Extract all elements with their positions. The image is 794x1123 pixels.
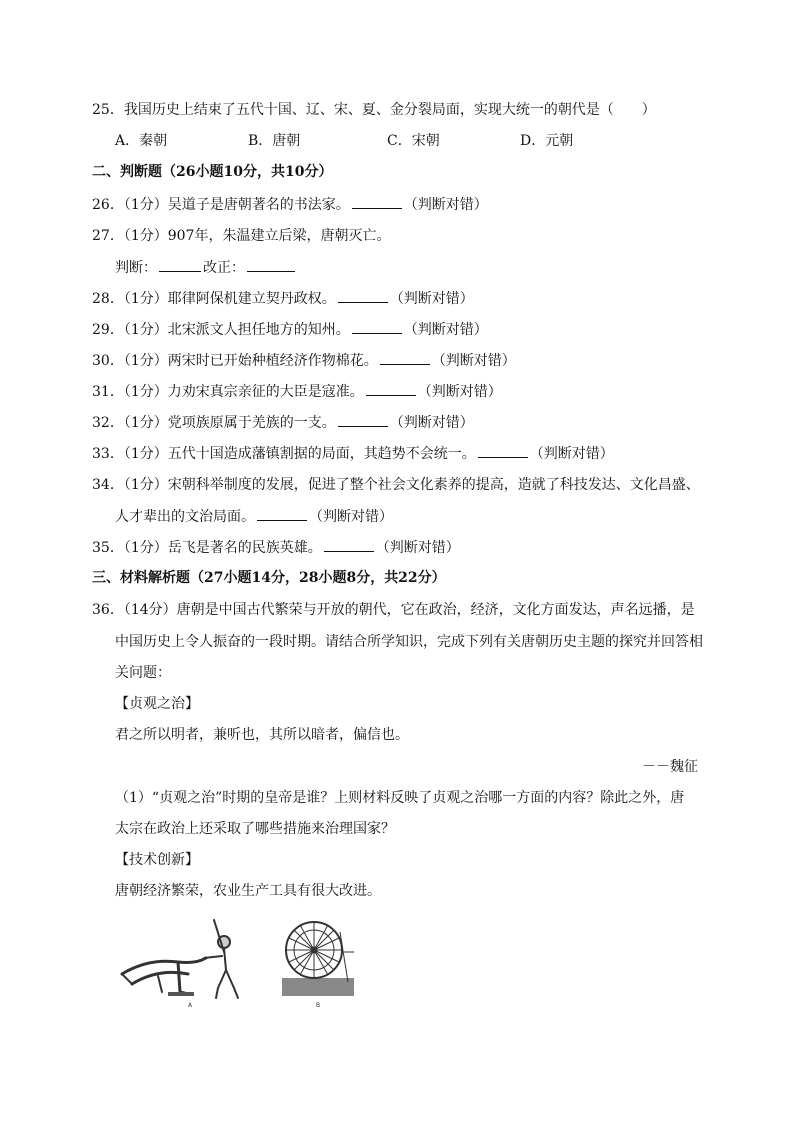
q28 <box>92 288 474 309</box>
answer-blank <box>380 350 430 365</box>
q27-judge-label: 判断： <box>115 260 157 276</box>
judge-suffix: （判断对错） <box>389 415 474 431</box>
q33 <box>92 443 614 464</box>
q26-stem: 26．（1分）吴道子是唐朝著名的书法家。 <box>92 197 350 213</box>
answer-blank <box>352 194 402 209</box>
answer-blank <box>352 319 402 334</box>
quote-source: －－魏征 <box>642 759 698 775</box>
q29 <box>92 319 488 340</box>
q25-option-a: A．秦朝 <box>115 133 168 149</box>
q25-option-c: C．宋朝 <box>387 133 440 149</box>
q27-correct-label: 改正： <box>203 260 245 276</box>
answer-blank <box>338 412 388 427</box>
judge-suffix: （判断对错） <box>389 291 474 307</box>
q25-option-b: B．唐朝 <box>248 133 301 149</box>
waterwheel-illustration-icon <box>282 912 354 1012</box>
answer-blank <box>366 381 416 396</box>
judge-suffix: （判断对错） <box>417 384 502 400</box>
answer-blank <box>338 288 388 303</box>
answer-blank <box>159 257 201 272</box>
figure-a-plough <box>118 912 253 1012</box>
plough-illustration-icon <box>118 912 253 1012</box>
q31-stem: 31．（1分）力劝宋真宗亲征的大臣是寇准。 <box>92 384 364 400</box>
q33-stem: 33．（1分）五代十国造成藩镇割据的局面，其趋势不会统一。 <box>92 446 476 462</box>
judge-suffix: （判断对错） <box>403 322 488 338</box>
q32 <box>92 412 474 433</box>
heading-tech: 【技术创新】 <box>115 852 199 868</box>
q27-stem: 27．（1分）907年，朱温建立后梁，唐朝灭亡。 <box>92 228 391 244</box>
q28-stem: 28．（1分）耶律阿保机建立契丹政权。 <box>92 291 336 307</box>
q34-line2 <box>115 506 393 527</box>
answer-blank <box>478 443 528 458</box>
judge-suffix: （判断对错） <box>529 446 614 462</box>
q31 <box>92 381 502 402</box>
judge-suffix: （判断对错） <box>403 197 488 213</box>
q32-stem: 32．（1分）党项族原属于羌族的一支。 <box>92 415 336 431</box>
q34-line1: 34．（1分）宋朝科举制度的发展，促进了整个社会文化素养的提高，造就了科技发达、文化昌盛、 <box>92 477 700 493</box>
q30 <box>92 350 516 371</box>
figure-b-waterwheel <box>282 912 354 1012</box>
q35 <box>92 537 460 558</box>
q27-answer-line <box>115 257 297 278</box>
q35-stem: 35．（1分）岳飞是著名的民族英雄。 <box>92 540 322 556</box>
q34-stem-tail: 人才辈出的文治局面。 <box>115 509 255 525</box>
judge-suffix: （判断对错） <box>375 540 460 556</box>
quote-text: 君之所以明者，兼听也，其所以暗者，偏信也。 <box>115 727 409 743</box>
q36-sub1-line2: 太宗在政治上还采取了哪些措施来治理国家？ <box>115 821 395 837</box>
answer-blank <box>247 257 295 272</box>
q25-option-d: D．元朝 <box>520 133 574 149</box>
figure-a-label: A <box>188 1002 193 1009</box>
tech-text: 唐朝经济繁荣，农业生产工具有很大改进。 <box>115 883 381 899</box>
heading-zhenguan: 【贞观之治】 <box>115 696 199 712</box>
q30-stem: 30．（1分）两宋时已开始种植经济作物棉花。 <box>92 353 378 369</box>
judge-suffix: （判断对错） <box>431 353 516 369</box>
q36-line2: 中国历史上令人振奋的一段时期。请结合所学知识，完成下列有关唐朝历史主题的探究并回答相 <box>115 634 703 650</box>
figure-b-label: B <box>316 1002 321 1009</box>
q36-sub1-line1: （1）“贞观之治”时期的皇帝是谁？上则材料反映了贞观之治哪一方面的内容？除此之外，唐 <box>115 790 685 806</box>
judge-suffix: （判断对错） <box>309 509 393 525</box>
section2-title: 二、判断题（26小题10分，共10分） <box>92 164 333 180</box>
q36-line3: 关问题： <box>115 665 171 681</box>
q26 <box>92 194 488 215</box>
answer-blank <box>324 537 374 552</box>
answer-blank <box>257 506 307 521</box>
q29-stem: 29．（1分）北宋派文人担任地方的知州。 <box>92 322 350 338</box>
q25-stem: 25．我国历史上结束了五代十国、辽、宋、夏、金分裂局面，实现大统一的朝代是（ ） <box>92 102 656 118</box>
q36-line1: 36．（14分）唐朝是中国古代繁荣与开放的朝代，它在政治，经济，文化方面发达，声名远播，是 <box>92 602 695 618</box>
section3-title: 三、材料解析题（27小题14分，28小题8分，共22分） <box>92 570 446 586</box>
